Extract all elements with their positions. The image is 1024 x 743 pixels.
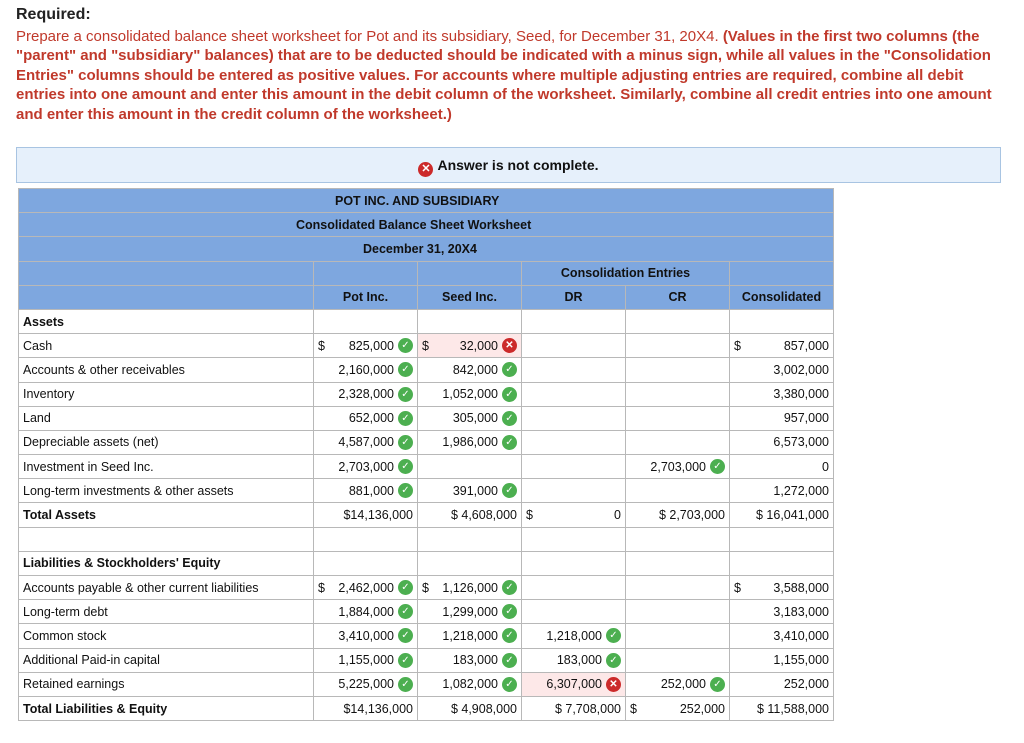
column-header-row [19,285,848,309]
cr-input[interactable] [626,672,730,696]
check-icon: ✓ [502,362,517,377]
liabilities-heading-label: Liabilities & Stockholders' Equity [19,551,314,575]
dr-input[interactable] [522,648,626,672]
required-text: Prepare a consolidated balance sheet worksheet for Pot and its subsidiary, Seed, for December 31, 20X4. [16,28,719,45]
pot-total [314,696,418,720]
cell-value: 3,588,000 [773,580,829,595]
pot-input[interactable] [314,648,418,672]
cell-value: 252,000 [660,677,706,692]
check-icon: ✓ [398,604,413,619]
cell-value: 1,155,000 [338,653,394,668]
row-label: Depreciable assets (net) [19,430,314,454]
cell-value: 1,052,000 [442,387,498,402]
cell-value: $14,136,000 [343,508,413,523]
cell-value: 857,000 [783,338,829,353]
col-pot-header: Pot Inc. [314,285,418,309]
row-label: Long-term investments & other assets [19,479,314,503]
cell-value: $ 4,908,000 [450,701,517,716]
table-row [19,382,848,406]
incorrect-icon: ✕ [502,338,517,353]
row-label: Investment in Seed Inc. [19,455,314,479]
cell-value: 252,000 [783,677,829,692]
pot-input[interactable] [314,430,418,454]
check-icon: ✓ [398,580,413,595]
table-row [19,600,848,624]
row-label: Accounts & other receivables [19,358,314,382]
cell-value: 32,000 [459,338,498,353]
check-icon: ✓ [710,677,725,692]
cr-input[interactable] [626,430,730,454]
dr-input[interactable] [522,455,626,479]
cell-value: 3,410,000 [773,628,829,643]
pot-input[interactable] [314,624,418,648]
cell-value: 881,000 [348,483,394,498]
cell-value: 3,410,000 [338,628,394,643]
check-icon: ✓ [398,628,413,643]
check-icon: ✓ [502,387,517,402]
total-assets-row [19,503,848,527]
check-icon: ✓ [502,411,517,426]
cell-value: $14,136,000 [343,701,413,716]
check-icon: ✓ [398,338,413,353]
cr-total [626,503,730,527]
table-row [19,430,848,454]
cell-value: 2,703,000 [650,459,706,474]
dr-input[interactable] [522,672,626,696]
cell-value: 825,000 [348,338,394,353]
table-row [19,406,848,430]
consolidated-value [730,576,834,600]
seed-input[interactable] [418,624,522,648]
seed-input[interactable] [418,576,522,600]
pot-input[interactable] [314,672,418,696]
total-liabilities-row [19,696,848,720]
cell-value: 1,218,000 [442,628,498,643]
dr-total [522,503,626,527]
pot-total [314,503,418,527]
dollar-sign: $ [630,701,637,716]
group-header-row [19,261,848,285]
row-label: Cash [19,334,314,358]
seed-input[interactable] [418,648,522,672]
company-name-cell: POT INC. AND SUBSIDIARY [19,189,834,213]
cr-input[interactable] [626,406,730,430]
cell-value: 391,000 [452,483,498,498]
seed-input[interactable] [418,479,522,503]
cell-value: 1,272,000 [773,483,829,498]
liabilities-heading [19,551,848,575]
answer-status-banner [16,147,1001,183]
cell-value: 2,328,000 [338,387,394,402]
worksheet-table [18,188,848,721]
cell-value: 6,573,000 [773,435,829,450]
cr-input[interactable] [626,455,730,479]
consolidated-value [730,430,834,454]
table-row [19,576,848,600]
cell-value: $ 4,608,000 [450,508,517,523]
cell-value: $ 16,041,000 [756,508,829,523]
check-icon: ✓ [398,387,413,402]
check-icon: ✓ [606,653,621,668]
cell-value: 3,002,000 [773,362,829,377]
cell-value: 842,000 [452,362,498,377]
cr-input[interactable] [626,648,730,672]
check-icon: ✓ [502,653,517,668]
dr-input[interactable] [522,334,626,358]
cell-value: 652,000 [348,411,394,426]
pot-input[interactable] [314,382,418,406]
consolidated-value [730,600,834,624]
cell-value: $ 11,588,000 [756,701,829,716]
worksheet-title-cell: Consolidated Balance Sheet Worksheet [19,213,834,237]
consolidated-value [730,382,834,406]
consolidated-value [730,624,834,648]
cell-value: 1,126,000 [442,580,498,595]
dr-input[interactable] [522,576,626,600]
row-label: Inventory [19,382,314,406]
cell-value: 183,000 [452,653,498,668]
cr-input[interactable] [626,334,730,358]
row-label: Retained earnings [19,672,314,696]
row-label: Long-term debt [19,600,314,624]
cell-value: 0 [614,508,621,523]
check-icon: ✓ [502,580,517,595]
cr-input[interactable] [626,358,730,382]
col-dr-header: DR [522,285,626,309]
seed-total [418,503,522,527]
check-icon: ✓ [398,677,413,692]
dr-input[interactable] [522,479,626,503]
table-row [19,672,848,696]
dollar-sign: $ [318,338,325,353]
col-consolidated-header: Consolidated [730,285,834,309]
cr-input[interactable] [626,600,730,624]
cell-value: 1,082,000 [442,677,498,692]
dr-total [522,696,626,720]
check-icon: ✓ [398,435,413,450]
incorrect-icon: ✕ [606,677,621,692]
check-icon: ✓ [502,604,517,619]
consolidated-value [730,648,834,672]
col-seed-header: Seed Inc. [418,285,522,309]
dollar-sign: $ [734,338,741,353]
cell-value: 1,884,000 [338,604,394,619]
dollar-sign: $ [422,338,429,353]
pot-input[interactable] [314,406,418,430]
table-row [19,479,848,503]
cell-value: 1,299,000 [442,604,498,619]
spacer-row [19,527,848,551]
cr-input[interactable] [626,624,730,648]
check-icon: ✓ [502,677,517,692]
banner-text: Answer is not complete. [437,157,599,173]
dollar-sign: $ [318,580,325,595]
check-icon: ✓ [502,628,517,643]
check-icon: ✓ [606,628,621,643]
cell-value: $ 7,708,000 [554,701,621,716]
check-icon: ✓ [710,459,725,474]
worksheet-title [19,213,848,237]
pot-input[interactable] [314,334,418,358]
worksheet-date-cell: December 31, 20X4 [19,237,834,261]
cell-value: 2,462,000 [338,580,394,595]
cell-value: 5,225,000 [338,677,394,692]
cell-value: 1,986,000 [442,435,498,450]
cell-value: 1,155,000 [773,653,829,668]
consolidated-value [730,672,834,696]
total-label: Total Assets [19,503,314,527]
pot-input[interactable] [314,358,418,382]
check-icon: ✓ [398,411,413,426]
cell-value: 3,380,000 [773,387,829,402]
seed-input[interactable] [418,406,522,430]
cell-value: 183,000 [556,653,602,668]
dr-input[interactable] [522,624,626,648]
check-icon: ✓ [502,435,517,450]
pot-input[interactable] [314,479,418,503]
table-row [19,648,848,672]
consolidated-value [730,334,834,358]
check-icon: ✓ [398,653,413,668]
dollar-sign: $ [734,580,741,595]
col-cr-header: CR [626,285,730,309]
seed-input[interactable] [418,600,522,624]
cell-value: 3,183,000 [773,604,829,619]
seed-input[interactable] [418,455,522,479]
assets-heading [19,309,848,333]
dr-input[interactable] [522,382,626,406]
consolidated-total [730,503,834,527]
cell-value: 1,218,000 [546,628,602,643]
check-icon: ✓ [398,362,413,377]
total-label: Total Liabilities & Equity [19,696,314,720]
table-row [19,455,848,479]
seed-input[interactable] [418,382,522,406]
incorrect-icon: ✕ [418,162,433,177]
cr-input[interactable] [626,382,730,406]
cell-value: 0 [822,459,829,474]
cr-input[interactable] [626,576,730,600]
seed-input[interactable] [418,334,522,358]
cr-input[interactable] [626,479,730,503]
dollar-sign: $ [526,508,533,523]
row-label: Land [19,406,314,430]
cell-value: $ 2,703,000 [658,508,725,523]
required-note: (Values in the first two columns (the "parent" and "subsidiary" balances) that are to be deducted should be indicated with a minus sign, while all values in the "Consolidation Entries" columns should be entered as positive values. For accounts where multiple adjusting entries are required, combine all debit entries into one amount and enter this amount in the debit column of the worksheet. Similarly, combine all credit entries into one amount and enter this amount in the credit column of the worksheet.) [16,28,992,123]
check-icon: ✓ [502,483,517,498]
assets-heading-label: Assets [19,309,314,333]
cell-value: 252,000 [679,701,725,716]
consolidated-value [730,479,834,503]
consolidated-total [730,696,834,720]
row-label: Common stock [19,624,314,648]
consolidation-entries-header: Consolidation Entries [522,261,730,285]
required-instructions [16,27,1006,124]
dollar-sign: $ [422,580,429,595]
seed-input[interactable] [418,430,522,454]
cell-value: 6,307,000 [546,677,602,692]
company-name [19,189,848,213]
row-label: Accounts payable & other current liabilities [19,576,314,600]
cell-value: 957,000 [783,411,829,426]
seed-input[interactable] [418,672,522,696]
dr-input[interactable] [522,600,626,624]
check-icon: ✓ [398,483,413,498]
dr-input[interactable] [522,406,626,430]
consolidated-value [730,455,834,479]
seed-input[interactable] [418,358,522,382]
table-row [19,358,848,382]
consolidated-value [730,406,834,430]
cell-value: 4,587,000 [338,435,394,450]
cell-value: 2,160,000 [338,362,394,377]
cr-total [626,696,730,720]
pot-input[interactable] [314,455,418,479]
worksheet-date [19,237,848,261]
required-title: Required: [16,6,91,23]
row-label: Additional Paid-in capital [19,648,314,672]
dr-input[interactable] [522,358,626,382]
table-row [19,624,848,648]
check-icon: ✓ [398,459,413,474]
dr-input[interactable] [522,430,626,454]
consolidated-value [730,358,834,382]
seed-total [418,696,522,720]
table-row [19,334,848,358]
cell-value: 2,703,000 [338,459,394,474]
cell-value: 305,000 [452,411,498,426]
pot-input[interactable] [314,576,418,600]
pot-input[interactable] [314,600,418,624]
